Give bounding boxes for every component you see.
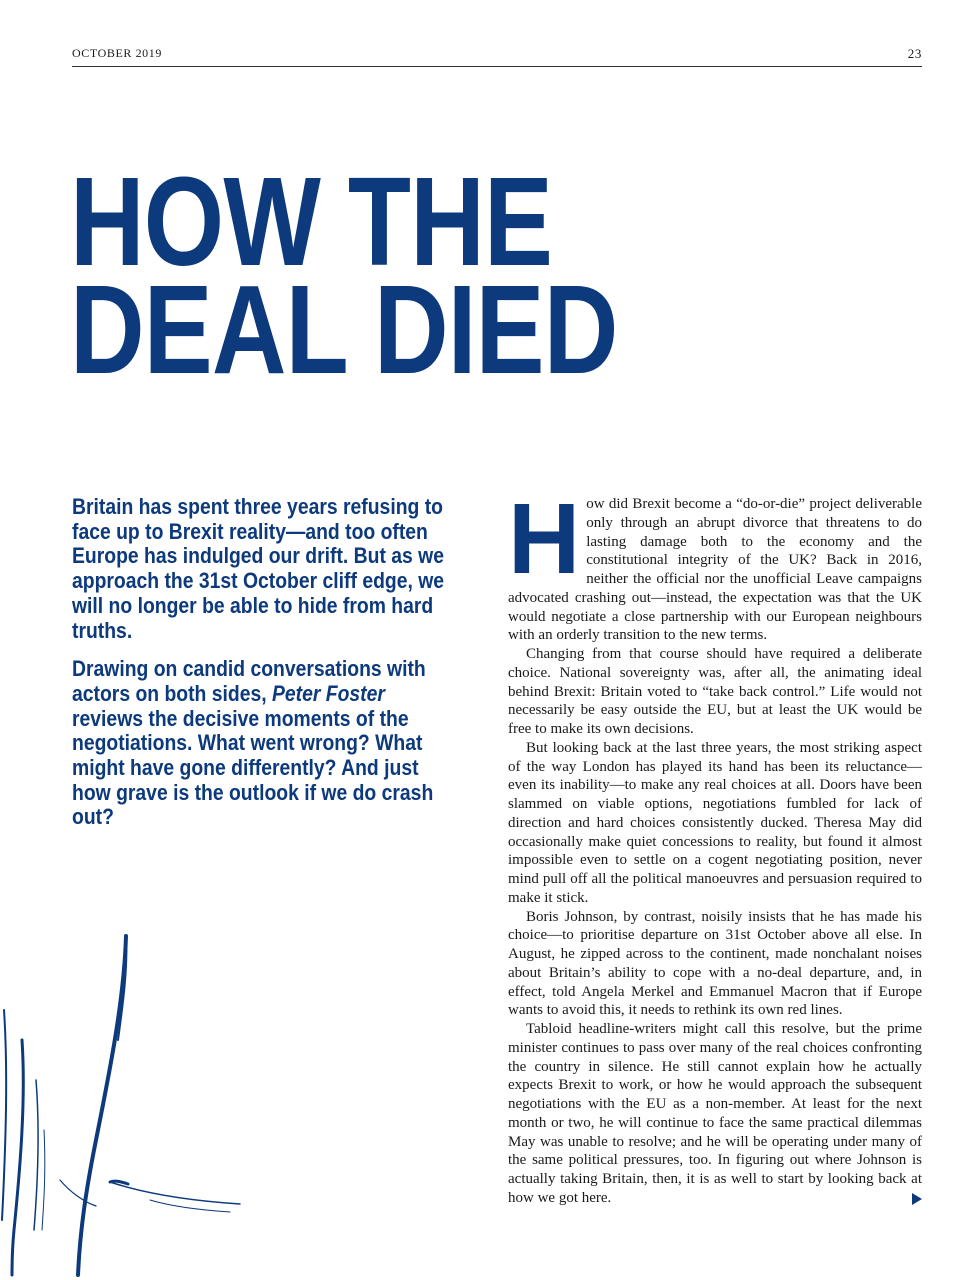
- article-body: [508, 483, 922, 1208]
- drop-cap: H: [508, 483, 581, 595]
- article-paragraph-text: Tabloid headline-writers might call this resolve, but the prime minister continues to pass over many of the real choices confronting the country in silence. He still cannot explain how he actually expects Brexit to work, or how he would approach the subsequent negotiations with the EU as a non-member. At least for the next month or two, he will continue to face the same practical dilemmas May was unable to resolve; and he will be operating under many of the same political pressures, too. In figuring out where Johnson is actually taking Britain, then, it is as well to start by looking back at how we got here.: [508, 1021, 922, 1206]
- article-paragraph: Boris Johnson, by contrast, noisily insists that he has made his choice—to prioritise departure on 31st October above all else. In August, he zipped across to the continent, made nonchalant noises about Britain’s ability to cope with a no-deal departure, and, in effect, told Angela Merkel and Emmanuel Macron that if Europe wants to avoid this, it needs to rethink its own red lines.: [508, 908, 922, 1019]
- author-name: Peter Foster: [271, 680, 385, 706]
- article-paragraph: [508, 1020, 922, 1208]
- article-paragraph: But looking back at the last three years, the most striking aspect of the way London has played its hand has been its reluctance—even its inability—to make any real choices at all. Doors have been slammed on viable options, negotiations fumbled for lack of direction and hard choices consistently ducked. Theresa May did occasionally make quiet concessions to reality, but found it almost impossible even to settle on a cogent negotiating position, never mind pull off all the political manoeuvres and persuasion required to make it stick.: [508, 739, 922, 906]
- running-header: [72, 44, 922, 67]
- standfirst: [72, 495, 450, 844]
- article-paragraph: [508, 483, 922, 645]
- continue-arrow-icon: [912, 1193, 922, 1205]
- standfirst-text: reviews the decisive moments of the negotiations. What went wrong? What might have gone differently? And just how grave is the outlook if we do crash out?: [72, 705, 434, 830]
- standfirst-text: Drawing on candid conversations with actors on both sides,: [72, 656, 426, 706]
- page-number: 23: [907, 46, 922, 61]
- article-paragraph: Changing from that course should have required a deliberate choice. National sovereignty was, after all, the animating ideal behind Brexit: Britain voted to “take back control.” Life would not necessarily be easy outside the EU, but at least the UK would be free to make its own decisions.: [508, 646, 922, 737]
- headline-line-2: DEAL DIED: [70, 259, 618, 400]
- standfirst-paragraph-2: [72, 657, 450, 830]
- standfirst-paragraph-1: Britain has spent three years refusing to face up to Brexit reality—and too often Europe has indulged our drift. But as we approach the 31st October cliff edge, we will no longer be able to hide from hard truths.: [72, 494, 445, 643]
- article-paragraph-text: ow did Brexit become a “do-or-die” project deliverable only through an abrupt divorce that threatens to do lasting damage both to the economy and the constitutional integrity of the UK? Back in 2016, neither the official nor the unofficial Leave campaigns advocated crashing out—instead, the expectation was that the UK would negotiate a close partnership with our European neighbours with an orderly transition to the new terms.: [508, 496, 922, 644]
- issue-date: OCTOBER 2019: [72, 46, 162, 60]
- headline: [70, 151, 618, 400]
- headline-line-1: HOW THE: [70, 151, 553, 292]
- ink-brush-illustration: [0, 930, 260, 1280]
